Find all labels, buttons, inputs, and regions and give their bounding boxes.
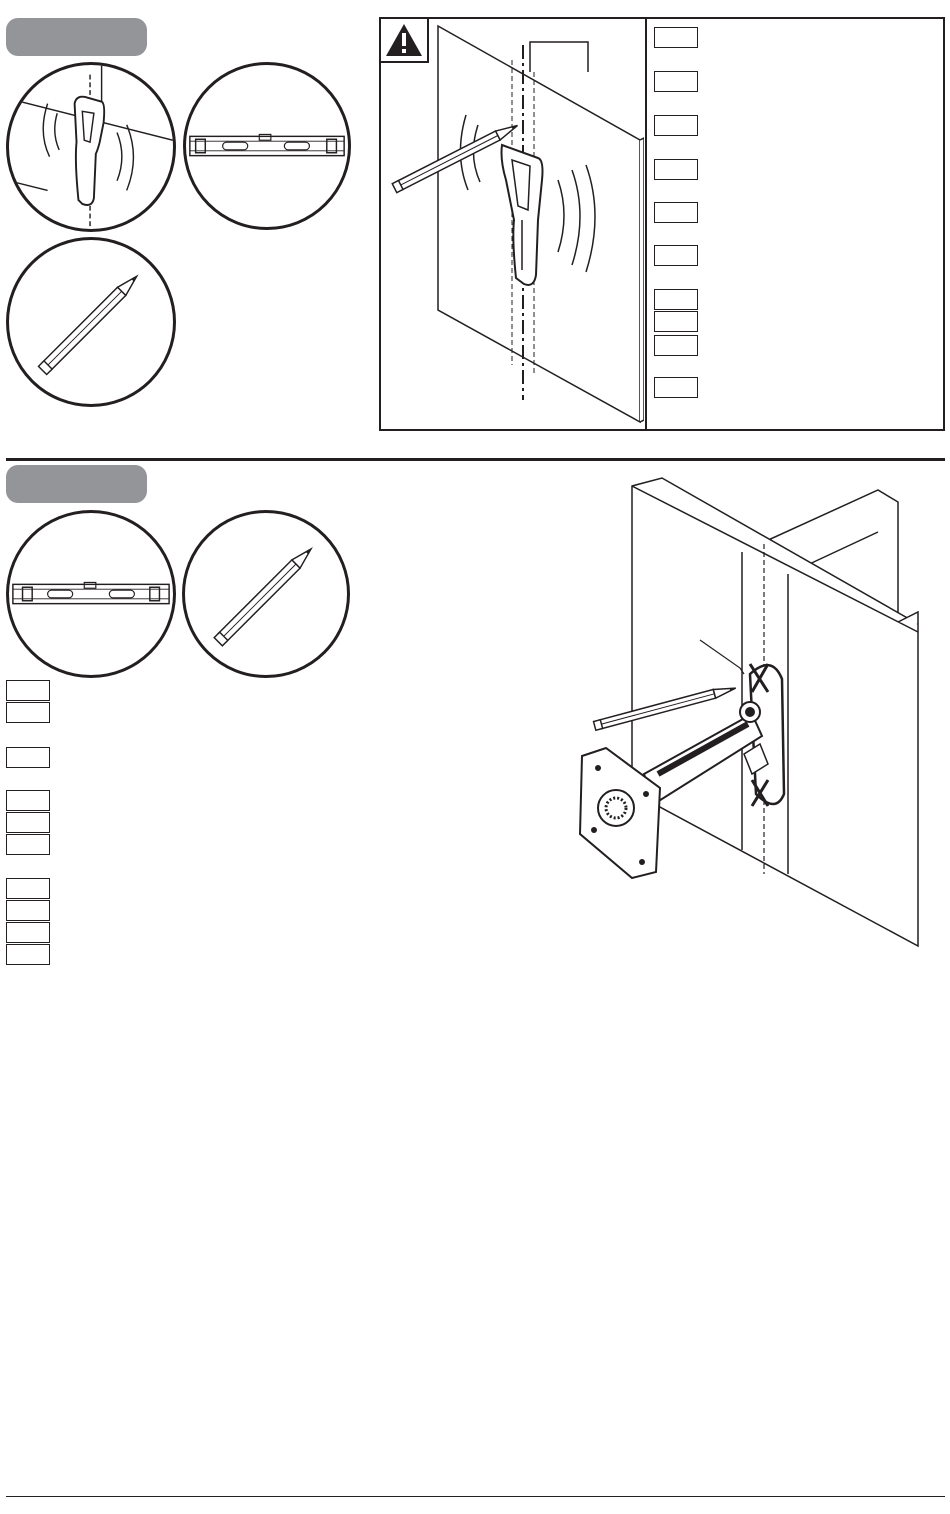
language-box xyxy=(654,27,698,48)
pencil-icon xyxy=(6,237,176,407)
language-box xyxy=(6,702,50,723)
stud-finder-illustration xyxy=(382,20,644,428)
language-box xyxy=(6,812,50,833)
pencil-icon xyxy=(182,510,350,678)
stud-finder-icon xyxy=(6,62,176,232)
footer-rule xyxy=(6,1496,945,1497)
step-1-tab xyxy=(6,18,147,56)
language-box xyxy=(654,245,698,266)
section-divider xyxy=(6,458,945,461)
language-box xyxy=(6,747,50,768)
language-box xyxy=(654,115,698,136)
language-box xyxy=(654,289,698,310)
language-box xyxy=(654,202,698,223)
warning-column-divider xyxy=(645,17,647,431)
language-box xyxy=(654,159,698,180)
language-box xyxy=(6,680,50,701)
language-box xyxy=(654,377,698,398)
language-box xyxy=(6,878,50,899)
language-box xyxy=(654,311,698,332)
language-box xyxy=(6,944,50,965)
language-box xyxy=(654,71,698,92)
level-icon xyxy=(6,510,176,678)
language-box xyxy=(6,834,50,855)
step-2-tab xyxy=(6,465,147,503)
mount-marking-illustration xyxy=(572,474,924,954)
language-box xyxy=(6,790,50,811)
language-box xyxy=(654,335,698,356)
level-icon xyxy=(183,62,351,230)
language-box xyxy=(6,922,50,943)
language-box xyxy=(6,900,50,921)
